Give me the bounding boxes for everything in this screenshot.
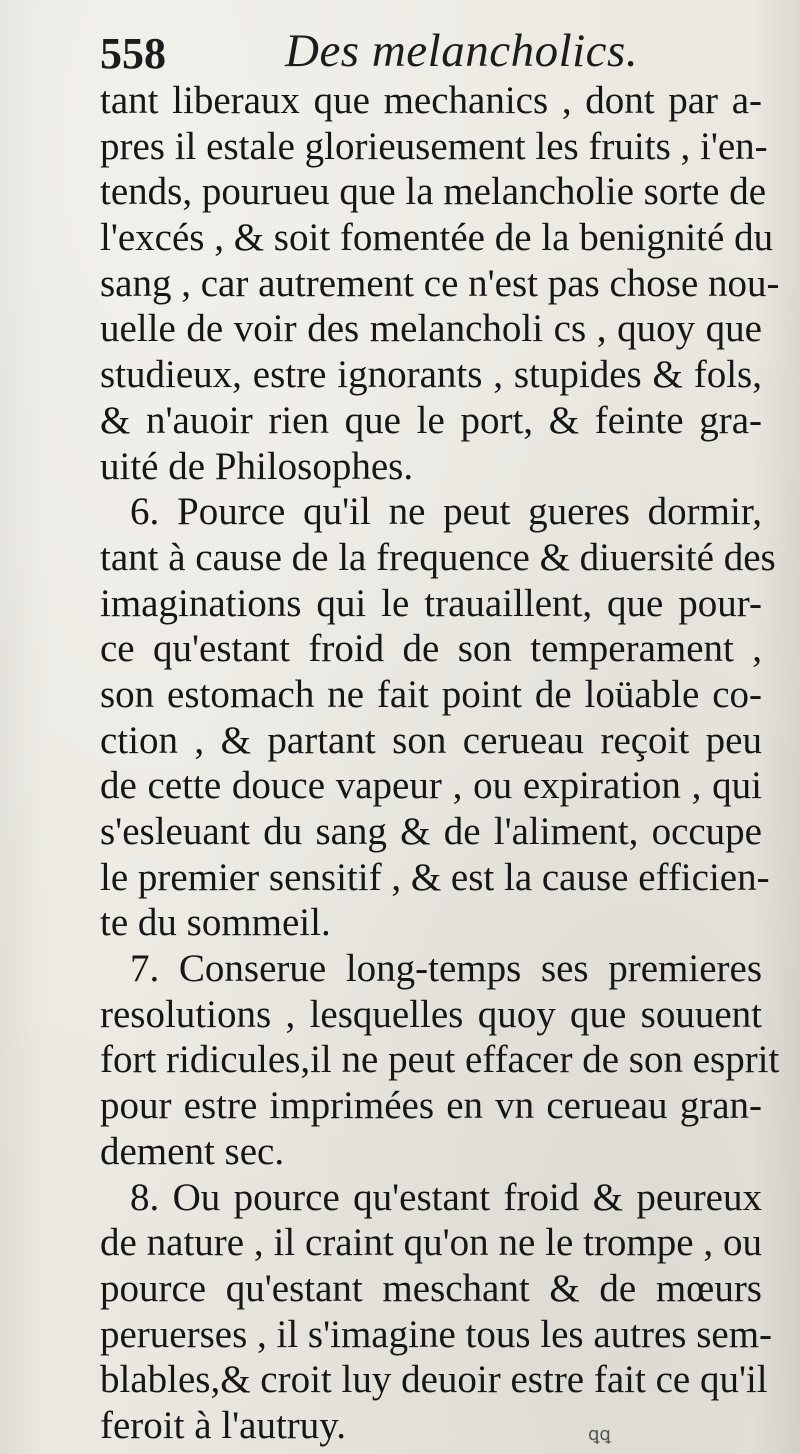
text-line: de cette douce vapeur , ou expiration , qui: [100, 764, 762, 808]
text-line: s'esleuant du sang & de l'aliment, occupe: [100, 810, 762, 853]
text-line: de nature , il craint qu'on ne le trompe , ou: [100, 1221, 762, 1265]
page-header: [100, 18, 760, 78]
text-line: blables,& croit luy deuoir estre fait ce qu'il: [100, 1358, 768, 1402]
paragraph-end-line: te du sommeil.: [100, 901, 331, 945]
paragraph-end-line: uité de Philosophes.: [100, 444, 414, 488]
text-line: tant à cause de la frequence & diuersité des: [100, 535, 776, 579]
paragraph-end-line: feroit à l'autruy.: [100, 1403, 346, 1447]
text-line: ce qu'estant froid de son temperament ,: [100, 627, 762, 671]
text-line: pour estre imprimées en vn cerueau gran-: [100, 1084, 762, 1128]
text-line: resolutions , lesquelles quoy que souuent: [100, 992, 762, 1036]
signature-mark: ꝗꝗ: [588, 1424, 611, 1445]
text-line: pres il estale glorieusement les fruits , i'en-: [100, 124, 768, 168]
text-line: son estomach ne fait point de loüable co-: [100, 672, 762, 716]
text-line: studieux, estre ignorants , stupides & fols,: [100, 353, 762, 397]
text-line: ction , & partant son cerueau reçoit peu: [100, 718, 762, 762]
text-line: sang , car autrement ce n'est pas chose nou-: [100, 261, 780, 305]
text-line: l'excés , & soit fomentée de la benignité du: [100, 216, 774, 260]
text-line: tends, pourueu que la melancholie sorte de: [100, 170, 767, 214]
paragraph-end-line: dement sec.: [100, 1129, 285, 1173]
numbered-paragraph-start: 8. Ou pource qu'estant froid & peureux: [130, 1175, 762, 1219]
page-number: 558: [100, 29, 166, 78]
numbered-paragraph-start: 7. Conserue long-temps ses premieres: [130, 947, 762, 991]
text-line: pource qu'estant meschant & de mœurs: [100, 1266, 762, 1310]
numbered-paragraph-start: 6. Pource qu'il ne peut gueres dormir,: [130, 490, 762, 534]
text-line: imaginations qui le trauaillent, que pour-: [100, 581, 762, 625]
text-line: fort ridicules,il ne peut effacer de son esprit: [100, 1038, 780, 1082]
running-title: Des melancholics.: [285, 25, 639, 77]
text-line: tant liberaux que mechanics , dont par a-: [100, 79, 762, 122]
text-line: & n'auoir rien que le port, & feinte gra-: [100, 398, 762, 442]
text-line: uelle de voir des melancholi cs , quoy que: [100, 307, 762, 351]
text-line: peruerses , il s'imagine tous les autres sem-: [100, 1312, 773, 1356]
body-text: [100, 78, 780, 1449]
text-line: le premier sensitif , & est la cause efficien-: [100, 855, 770, 899]
